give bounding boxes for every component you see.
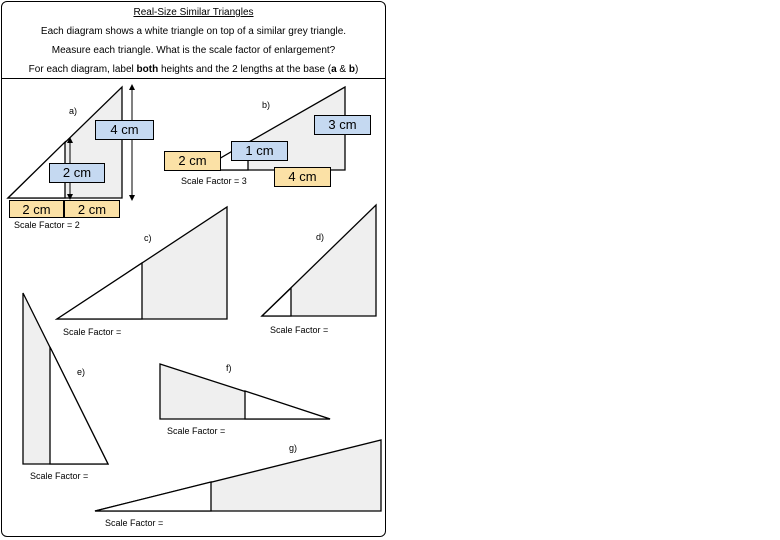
b-height-small-box: 1 cm	[231, 141, 288, 161]
diagram-label-a: a)	[69, 106, 78, 116]
diagram-label-e: e)	[77, 367, 86, 377]
b-height-big-box: 3 cm	[314, 115, 371, 135]
diagram-label-b: b)	[262, 100, 271, 110]
instruction-line-2: Measure each triangle. What is the scale factor of enlargement?	[51, 45, 336, 56]
triangle-g-white	[95, 482, 211, 511]
diagram-label-f: f)	[226, 363, 232, 373]
worksheet-title: Real-Size Similar Triangles	[133, 7, 254, 18]
scale-factor-f: Scale Factor =	[167, 426, 226, 436]
a-base-right-box: 2 cm	[64, 200, 120, 218]
diagram-label-g: g)	[289, 443, 298, 453]
instruction-line-1: Each diagram shows a white triangle on top of a similar grey triangle.	[40, 26, 347, 37]
triangle-d-white	[262, 288, 291, 316]
triangle-c-white	[57, 263, 142, 319]
scale-factor-b: Scale Factor = 3	[181, 176, 247, 186]
triangle-e-white	[50, 347, 108, 464]
diagram-label-c: c)	[144, 233, 152, 243]
scale-factor-e: Scale Factor =	[30, 471, 89, 481]
scale-factor-g: Scale Factor =	[105, 518, 164, 528]
a-height-big-box: 4 cm	[95, 120, 154, 140]
a-height-small-box: 2 cm	[49, 163, 105, 183]
b-base-right-box: 4 cm	[274, 167, 331, 187]
a-base-left-box: 2 cm	[9, 200, 64, 218]
scale-factor-a: Scale Factor = 2	[14, 220, 80, 230]
scale-factor-d: Scale Factor =	[270, 325, 329, 335]
b-base-left-box: 2 cm	[164, 151, 221, 171]
scale-factor-c: Scale Factor =	[63, 327, 122, 337]
diagram-label-d: d)	[316, 232, 325, 242]
triangle-f-white	[245, 391, 330, 419]
instruction-line-3: For each diagram, label both heights and the 2 lengths at the base (a & b)	[28, 64, 359, 75]
